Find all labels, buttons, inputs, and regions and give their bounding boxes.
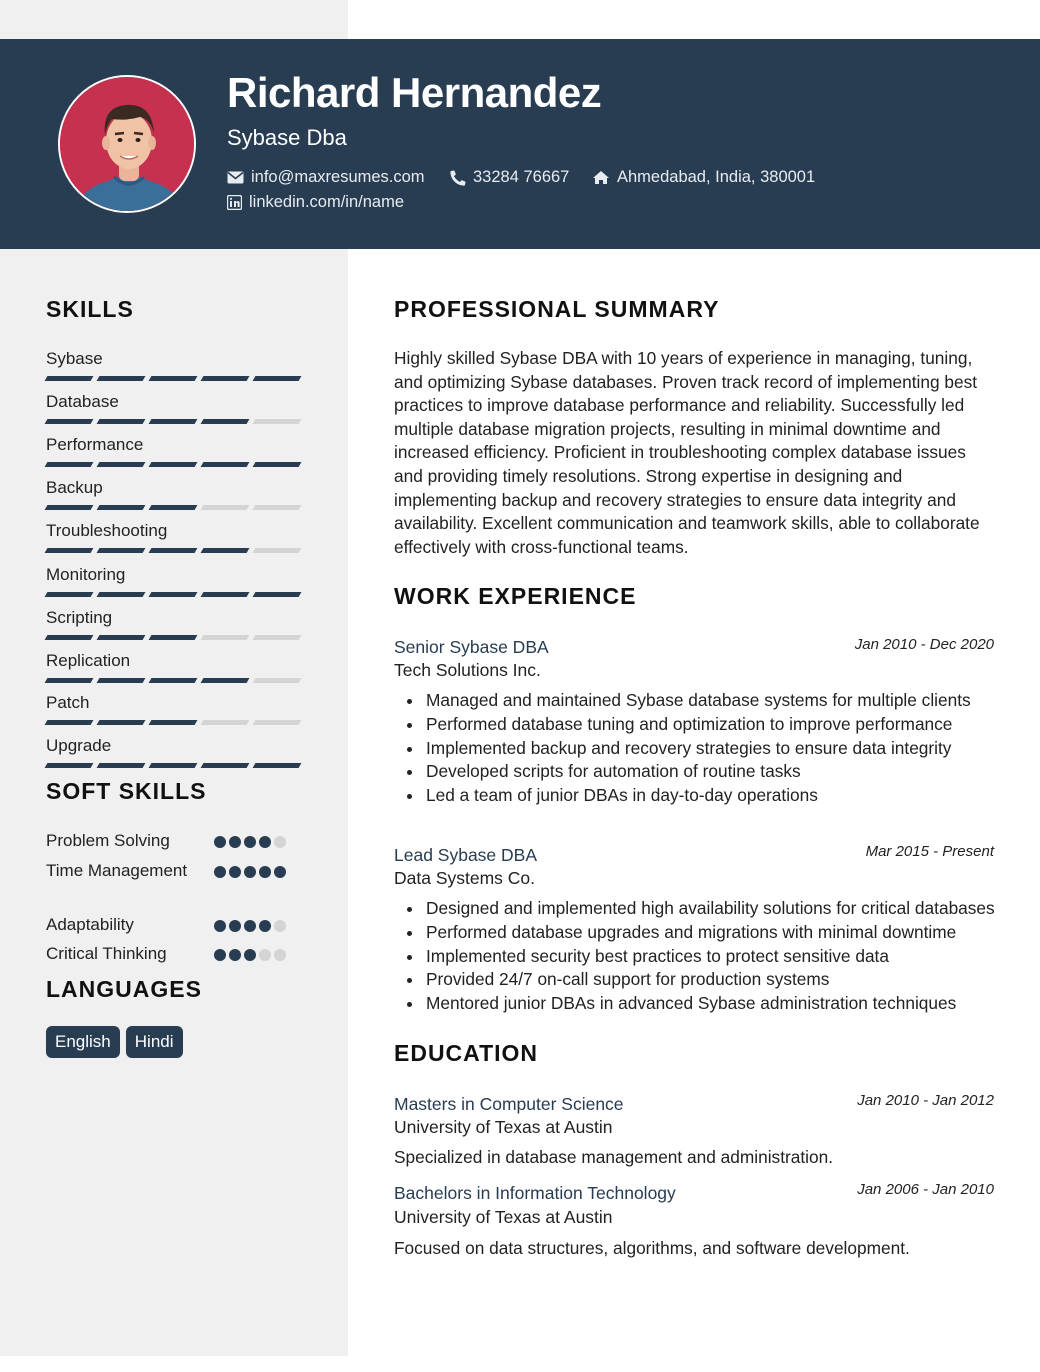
job-bullet: Provided 24/7 on-call support for production systems — [394, 968, 1004, 992]
skill-level-segment — [201, 592, 250, 597]
contact-linkedin[interactable] — [227, 193, 404, 212]
skill-level-segment — [149, 548, 198, 553]
job-company: Data Systems Co. — [394, 868, 536, 888]
job-dates: Jan 2010 - Dec 2020 — [854, 636, 994, 653]
rating-dot — [229, 920, 241, 932]
skill-level-segment — [45, 376, 94, 381]
soft-skill-name: Critical Thinking — [46, 944, 167, 963]
skills-heading: SKILLS — [46, 296, 134, 322]
skill-name: Troubleshooting — [46, 521, 168, 540]
skill-level-segment — [45, 720, 94, 725]
skill-level-segment — [45, 763, 94, 768]
skill-name: Backup — [46, 478, 103, 497]
skill-level-segment — [253, 592, 302, 597]
skill-level-bar — [46, 419, 302, 424]
summary-heading: PROFESSIONAL SUMMARY — [394, 296, 720, 322]
skill-name: Upgrade — [46, 736, 112, 755]
job-bullet: Designed and implemented high availability solutions for critical databases — [394, 897, 1004, 921]
skill-level-segment — [253, 548, 302, 553]
skill-level-segment — [45, 635, 94, 640]
skill-level-segment — [201, 763, 250, 768]
skill-level-segment — [201, 419, 250, 424]
skill-level-segment — [253, 635, 302, 640]
skill-item — [46, 606, 302, 640]
job-bullet: Mentored junior DBAs in advanced Sybase administration techniques — [394, 992, 1004, 1016]
languages-list — [46, 1026, 183, 1058]
skill-level-segment — [253, 720, 302, 725]
skill-level-segment — [201, 678, 250, 683]
skill-item — [46, 433, 302, 467]
skill-level-segment — [97, 678, 146, 683]
soft-skill-rating — [214, 913, 288, 937]
contact-email-text: info@maxresumes.com — [251, 168, 425, 186]
soft-skill-name: Problem Solving — [46, 831, 170, 850]
skill-level-bar — [46, 763, 302, 768]
contact-address — [592, 168, 815, 187]
skill-level-segment — [97, 462, 146, 467]
soft-skill-item — [46, 942, 296, 966]
skill-item — [46, 390, 302, 424]
rating-dot — [274, 920, 286, 932]
soft-skills-heading: SOFT SKILLS — [46, 778, 207, 804]
rating-dot — [244, 949, 256, 961]
contact-phone[interactable] — [450, 168, 569, 187]
skill-level-segment — [253, 505, 302, 510]
school-name: University of Texas at Austin — [394, 1207, 613, 1227]
soft-skill-rating — [214, 859, 288, 883]
degree-title: Bachelors in Information Technology — [394, 1183, 676, 1203]
job-dates: Mar 2015 - Present — [865, 843, 994, 860]
job-bullet: Implemented backup and recovery strategies to ensure data integrity — [394, 737, 1004, 761]
contact-phone-text: 33284 76667 — [473, 168, 570, 186]
skill-level-segment — [253, 462, 302, 467]
skill-item — [46, 347, 302, 381]
skill-level-bar — [46, 462, 302, 467]
skill-item — [46, 476, 302, 510]
rating-dot — [229, 949, 241, 961]
skill-level-segment — [149, 419, 198, 424]
skill-level-segment — [97, 592, 146, 597]
skill-item — [46, 691, 302, 725]
rating-dot — [259, 866, 271, 878]
job-title: Lead Sybase DBA — [394, 845, 538, 865]
soft-skill-name: Adaptability — [46, 915, 134, 934]
contact-email[interactable] — [227, 168, 425, 187]
rating-dot — [244, 920, 256, 932]
contact-linkedin-text: linkedin.com/in/name — [249, 193, 404, 211]
rating-dot — [229, 836, 241, 848]
language-badge: Hindi — [126, 1026, 183, 1058]
skill-level-segment — [149, 592, 198, 597]
candidate-name: Richard Hernandez — [227, 69, 602, 116]
rating-dot — [214, 866, 226, 878]
home-icon — [592, 170, 610, 185]
linkedin-icon — [227, 195, 242, 210]
rating-dot — [259, 920, 271, 932]
soft-skill-item — [46, 913, 296, 937]
skill-level-segment — [97, 419, 146, 424]
skill-level-bar — [46, 505, 302, 510]
skill-level-segment — [149, 376, 198, 381]
job-bullet: Led a team of junior DBAs in day-to-day operations — [394, 784, 1004, 808]
skill-level-segment — [149, 635, 198, 640]
skill-level-segment — [149, 505, 198, 510]
skill-item — [46, 519, 302, 553]
soft-skill-item — [46, 829, 296, 853]
skill-name: Database — [46, 392, 119, 411]
skill-level-segment — [149, 720, 198, 725]
skill-level-segment — [201, 505, 250, 510]
job-bullet: Implemented security best practices to protect sensitive data — [394, 945, 1004, 969]
skill-level-segment — [149, 678, 198, 683]
degree-title: Masters in Computer Science — [394, 1094, 624, 1114]
skill-level-segment — [45, 592, 94, 597]
job-bullets — [394, 689, 1004, 808]
resume-header — [0, 39, 1040, 249]
skill-level-segment — [45, 462, 94, 467]
skill-level-segment — [149, 462, 198, 467]
skill-level-bar — [46, 376, 302, 381]
job-bullet: Developed scripts for automation of routine tasks — [394, 760, 1004, 784]
skill-level-segment — [97, 720, 146, 725]
skill-level-segment — [45, 678, 94, 683]
skill-level-segment — [97, 505, 146, 510]
skill-name: Sybase — [46, 349, 103, 368]
job-company: Tech Solutions Inc. — [394, 660, 541, 680]
skill-level-segment — [97, 635, 146, 640]
skill-item — [46, 563, 302, 597]
skill-level-segment — [253, 376, 302, 381]
skill-level-bar — [46, 678, 302, 683]
skill-item — [46, 734, 302, 768]
skill-name: Patch — [46, 693, 90, 712]
candidate-title: Sybase Dba — [227, 125, 347, 150]
experience-heading: WORK EXPERIENCE — [394, 583, 637, 609]
skill-level-segment — [253, 763, 302, 768]
skill-level-segment — [45, 419, 94, 424]
skill-level-segment — [201, 635, 250, 640]
rating-dot — [259, 949, 271, 961]
rating-dot — [244, 836, 256, 848]
summary-text: Highly skilled Sybase DBA with 10 years of experience in managing, tuning, and optimizing Sybase databases. Proven track record of implementing best practices to improve database performance and reliability. Successfully led multiple database migration projects, resulting in minimal downtime and increased efficiency. Proficient in troubleshooting complex database issues and providing timely resolutions. Strong expertise in designing and implementing backup and recovery strategies to ensure data integrity and availability. Excellent communication and teamwork skills, able to collaborate effectively with cross-functional teams. — [394, 348, 980, 557]
skill-level-bar — [46, 720, 302, 725]
school-name: University of Texas at Austin — [394, 1117, 613, 1137]
skill-level-segment — [201, 720, 250, 725]
skill-level-segment — [97, 548, 146, 553]
rating-dot — [214, 949, 226, 961]
rating-dot — [229, 866, 241, 878]
rating-dot — [274, 866, 286, 878]
rating-dot — [214, 836, 226, 848]
degree-description: Specialized in database management and administration. — [394, 1147, 834, 1167]
rating-dot — [274, 836, 286, 848]
skill-item — [46, 649, 302, 683]
languages-heading: LANGUAGES — [46, 976, 202, 1002]
soft-skill-item — [46, 859, 296, 883]
skill-level-segment — [149, 763, 198, 768]
rating-dot — [214, 920, 226, 932]
education-heading: EDUCATION — [394, 1040, 539, 1066]
avatar — [58, 75, 196, 213]
skill-name: Performance — [46, 435, 144, 454]
soft-skill-rating — [214, 829, 288, 853]
rating-dot — [244, 866, 256, 878]
skill-level-segment — [45, 548, 94, 553]
language-badge: English — [46, 1026, 120, 1058]
job-bullet: Performed database tuning and optimization to improve performance — [394, 713, 1004, 737]
job-bullets — [394, 897, 1004, 1016]
degree-dates: Jan 2010 - Jan 2012 — [857, 1092, 994, 1109]
skill-level-segment — [253, 419, 302, 424]
phone-icon — [450, 170, 466, 186]
soft-skill-rating — [214, 942, 288, 966]
skill-level-bar — [46, 548, 302, 553]
rating-dot — [274, 949, 286, 961]
soft-skill-name: Time Management — [46, 861, 188, 880]
skill-level-bar — [46, 635, 302, 640]
contact-address-text: Ahmedabad, India, 380001 — [617, 168, 816, 186]
envelope-icon — [227, 171, 244, 184]
degree-dates: Jan 2006 - Jan 2010 — [857, 1181, 994, 1198]
skill-level-segment — [97, 763, 146, 768]
degree-description: Focused on data structures, algorithms, and software development. — [394, 1238, 910, 1258]
skill-name: Replication — [46, 651, 131, 670]
job-bullet: Managed and maintained Sybase database systems for multiple clients — [394, 689, 1004, 713]
skill-level-bar — [46, 592, 302, 597]
skill-level-segment — [201, 376, 250, 381]
job-bullet: Performed database upgrades and migrations with minimal downtime — [394, 921, 1004, 945]
skill-name: Scripting — [46, 608, 113, 627]
skill-level-segment — [97, 376, 146, 381]
job-title: Senior Sybase DBA — [394, 637, 549, 657]
skill-name: Monitoring — [46, 565, 126, 584]
skill-level-segment — [201, 462, 250, 467]
skill-level-segment — [45, 505, 94, 510]
skill-level-segment — [201, 548, 250, 553]
skill-level-segment — [253, 678, 302, 683]
rating-dot — [259, 836, 271, 848]
